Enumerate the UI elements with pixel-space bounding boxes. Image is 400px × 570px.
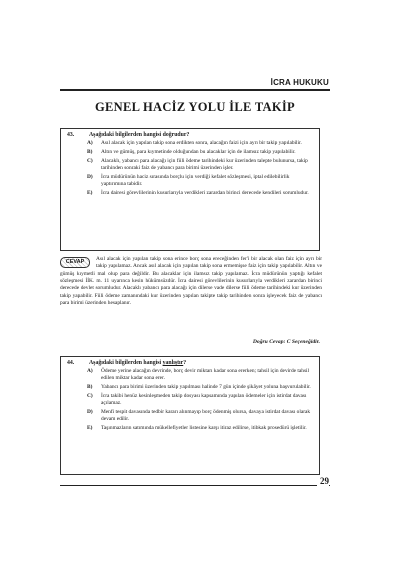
correct-answer: Doğru Cevap: C Seçeneğidir. <box>252 339 320 345</box>
cevap-badge: CEVAP <box>60 257 90 268</box>
option-text: Ödeme yerine alacağın devrinde, borç devir miktarı kadar sona ererken; tahsil için devirde tahsil edilen miktar kadar sona erer. <box>101 368 310 382</box>
option-c <box>67 393 313 407</box>
question-44-stem <box>67 360 313 366</box>
option-letter: A) <box>87 368 93 374</box>
option-letter: C) <box>87 157 93 164</box>
option-text: Alacaklı, yabancı para alacağı için fiili ödeme tarihindeki kur üzerinden talepte bulunursa, takip tarihinden sonraki faiz de yabancı para birimi üzerinden işler. <box>101 157 308 171</box>
footer-rule <box>60 485 330 486</box>
option-letter: E) <box>87 189 93 196</box>
answer-body: Asıl alacak için yapılan takip sona erince borç sona ereceğinden fer'i bir alacak olan faiz için ayrı bir takip yapılamaz. Ancak asıl alacak için yapılan takip sona ermemişse faiz için takip yapılabilir. Altın ve gümüş kıymetli mal olup para değildir. Bu alacaklar için ilamsız takip yapılamaz. İcra müdürünün yaptığı kefalet sözleşmesi İİK. m. 11 uyarınca kesin hükümsüzdür. İcra dairesi görevlilerinin kusurlarıyla verdikleri zarardan birinci derecede devlet sorumludur. Alacaklı yabancı para alacağı için dilerse vade dilerse fiili ödeme tarihindeki kur üzerinden takip yapabilir. Fiili ödeme zamanındaki kur üzerinden yapılan takipte takip tarihinden sonra işleyecek faiz de yabancı para birimi üzerinden hesaplanır. <box>60 256 322 307</box>
question-number: 43. <box>67 132 75 138</box>
option-text: Menfi tespit davasında tedbir kararı alınmayıp borç ödenmiş olursa, davaya istirdat davası olarak devam edilir. <box>101 408 311 422</box>
question-number: 44. <box>67 360 75 366</box>
question-43-stem <box>67 132 313 138</box>
question-44-box <box>60 356 320 475</box>
option-text: İcra dairesi görevlilerinin kusurlarıyla verdikleri zarardan birinci derecede kendileri sorumludur. <box>101 189 309 196</box>
option-letter: C) <box>87 392 93 399</box>
option-letter: E) <box>87 424 93 431</box>
option-c <box>67 158 313 172</box>
question-text: Aşağıdaki bilgilerden hangisi <box>89 360 163 366</box>
option-letter: B) <box>87 384 93 390</box>
option-a <box>67 368 313 382</box>
option-letter: D) <box>87 408 93 415</box>
page-title: GENEL HACİZ YOLU İLE TAKİP <box>95 100 295 114</box>
question-text: Aşağıdaki bilgilerden hangisi doğrudur? <box>89 132 190 138</box>
option-d <box>67 174 313 188</box>
option-text: Yabancı para birimi üzerinden takip yapılması halinde 7 gün içinde şikâyet yoluna başvurulabilir. <box>101 384 311 390</box>
section-header: İCRA HUKUKU <box>270 78 329 87</box>
question-text-highlight: yanlıştır <box>162 360 184 366</box>
option-text: İcra müdürünün haciz sırasında borçlu için verdiği kefalet sözleşmesi, iptal edilebilirlik yaptırımına tabidir. <box>101 173 290 187</box>
answer-explanation <box>60 256 322 307</box>
page-number: 29 <box>317 476 329 486</box>
option-text: İcra takibi henüz kesinleşmeden takip dosyası kapsamında yapılan ödemeler için istirdat davası açılamaz. <box>101 392 307 406</box>
option-letter: B) <box>87 148 93 155</box>
option-b <box>67 149 313 156</box>
option-a <box>67 140 313 147</box>
option-b <box>67 384 313 391</box>
question-43-box <box>60 128 320 251</box>
option-letter: D) <box>87 173 93 180</box>
option-e <box>67 190 313 197</box>
option-letter: A) <box>87 140 93 146</box>
option-text: Altın ve gümüş, para kıymetinde olduğundan bu alacaklar için de ilamsız takip yapılabilir. <box>101 148 296 155</box>
question-text-end: ? <box>183 360 187 366</box>
header-rule <box>60 89 330 91</box>
option-d <box>67 409 313 423</box>
option-text: Taşınmazların satımında mükellefiyetler listesine karşı itiraz edilirse, itibkak prosedürü işletilir. <box>101 424 307 431</box>
option-e <box>67 425 313 432</box>
option-text: Asıl alacak için yapılan takip sona erdikten sonra, alacağın faizi için ayrı bir takip yapılabilir. <box>101 140 302 146</box>
